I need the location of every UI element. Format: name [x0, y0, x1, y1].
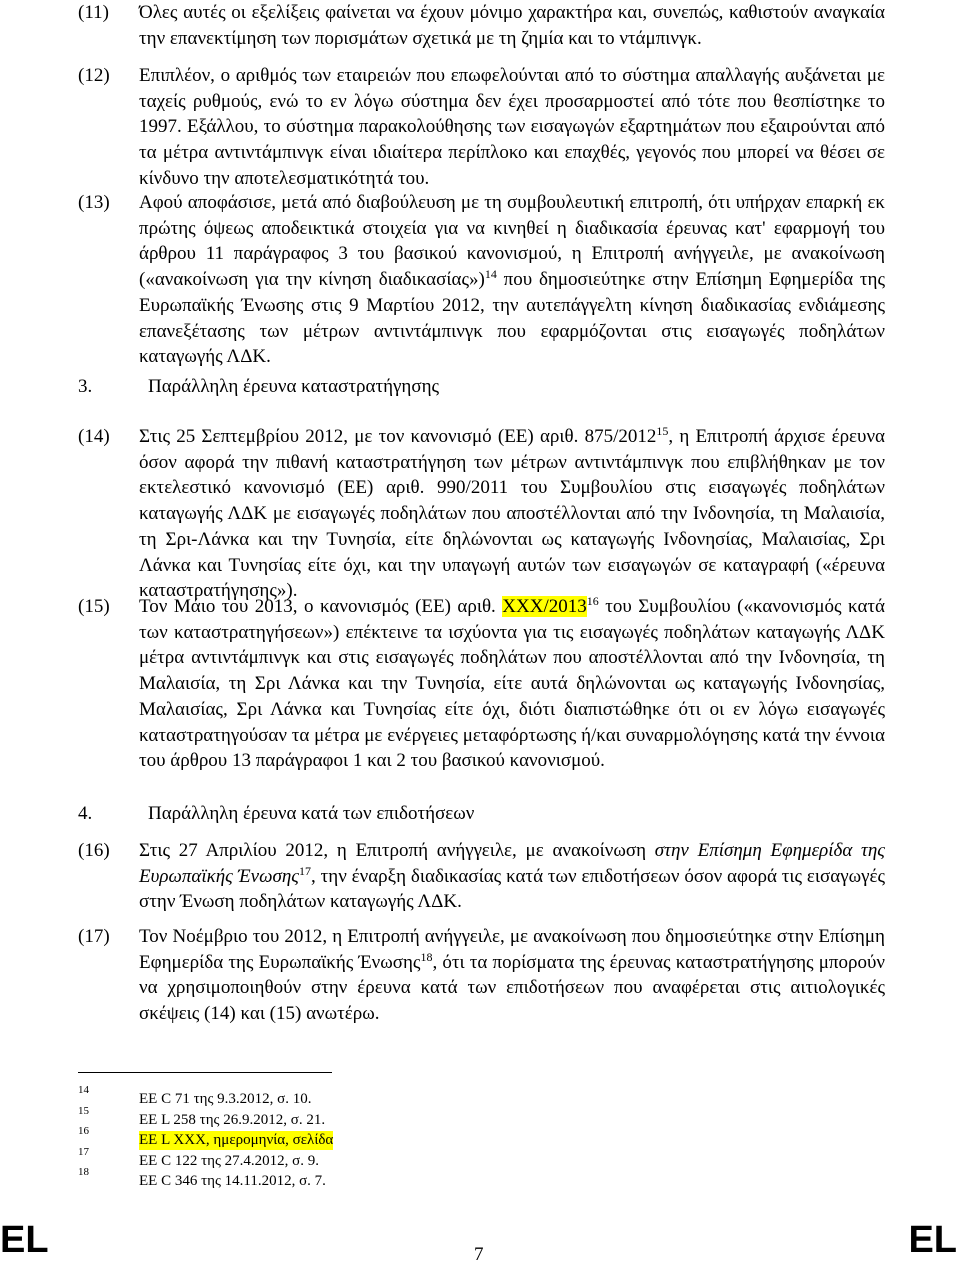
paragraph-text-part: Στις 27 Απριλίου 2012, η Επιτροπή ανήγγειλε, με ανακοίνωση — [139, 840, 655, 861]
section-title: Παράλληλη έρευνα καταστρατήγησης — [148, 376, 440, 397]
footnote-number: 14 — [78, 1084, 89, 1096]
language-code-left: EL — [0, 1219, 49, 1261]
footnote-reference[interactable]: 18 — [420, 949, 433, 964]
footnote-number: 15 — [78, 1105, 89, 1117]
footnote-text: ΕΕ C 122 της 27.4.2012, σ. 9. — [139, 1153, 319, 1169]
highlighted-placeholder: XXX/2013 — [502, 596, 587, 617]
paragraph-text-part: Τον Νοέμβριο του 2012, η Επιτροπή ανήγγειλε, με ανακοίνωση που δημοσιεύτηκε στην Επίσημη Εφημερίδα της Ευρωπαϊκής Ένωσης — [139, 926, 885, 973]
footnote-text: ΕΕ C 346 της 14.11.2012, σ. 7. — [139, 1173, 326, 1189]
footnote-reference[interactable]: 17 — [299, 863, 312, 878]
paragraph-number: (16) — [78, 840, 110, 861]
paragraph-number: (11) — [78, 2, 109, 23]
paragraph-text-part: που δημοσιεύτηκε στην Επίσημη Εφημερίδα της Ευρωπαϊκής Ένωσης στις 9 Μαρτίου 2012, την αυτεπάγγελτη κίνηση διαδικασίας ενδιάμεσης επανεξέτασης των μέτρων αντιντάμπινγκ που εφαρμόζονται στις εισαγωγές ποδηλάτων καταγωγής ΛΔΚ. — [139, 269, 885, 368]
footnote-15 — [0, 1105, 960, 1133]
paragraph-number: (14) — [78, 426, 110, 447]
footnote-number: 16 — [78, 1125, 89, 1137]
footnote-separator — [78, 1072, 332, 1073]
paragraph-number: (12) — [78, 65, 110, 86]
language-code-right: EL — [908, 1219, 957, 1261]
footnote-reference[interactable]: 15 — [656, 424, 669, 438]
journal-title: στην Επίσημη Εφημερίδα της Ευρωπαϊκής Ένωσης — [139, 840, 885, 887]
paragraph-text-part: , η Επιτροπή άρχισε έρευνα όσον αφορά την πιθανή καταστρατήγηση των μέτρων αντιντάμπινγκ που επιβλήθηκαν με τον εκτελεστικό κανονισμό (ΕΕ) αριθ. 990/2011 του Συμβουλίου στις εισαγωγές ποδηλάτων καταγωγής ΛΔΚ με εισαγωγές ποδηλάτων που αποστέλλονται από την Ινδονησία, τη Μαλαισία, τη Σρι-Λάνκα και την Τυνησία, είτε δηλώνονται ως καταγωγής Ινδονησίας, Μαλαισίας, Σρι Λάνκα και Τυνησίας είτε όχι, και την υπαγωγή αυτών των εισαγωγών σε καταγραφή («έρευνα καταστρατήγησης»). — [139, 426, 885, 602]
footnote-18 — [0, 1166, 960, 1194]
section-heading-4 — [78, 801, 474, 826]
footnote-reference[interactable]: 14 — [484, 267, 497, 282]
paragraph-number: (13) — [78, 192, 110, 213]
paragraph-text — [139, 594, 885, 774]
section-number: 4. — [78, 803, 93, 824]
section-heading-3 — [78, 374, 439, 399]
paragraph-text-part: Αφού αποφάσισε, μετά από διαβούλευση με τη συμβουλευτική επιτροπή, ότι υπήρχαν επαρκή εκ πρώτης όψεως αποδεικτικά στοιχεία για να κινηθεί η διαδικασία έρευνας κατ' εφαρμογή του άρθρου 11 παράγραφος 3 του βασικού κανονισμού, η Επιτροπή ανήγγειλε, με ανακοίνωση («ανακοίνωση για την κίνηση διαδικασίας») — [139, 192, 885, 291]
page-number: 7 — [474, 1244, 484, 1265]
footnote-14 — [0, 1084, 960, 1112]
paragraph-number: (15) — [78, 596, 110, 617]
paragraph-text: Επιπλέον, ο αριθμός των εταιρειών που επωφελούνται από το σύστημα απαλλαγής αυξάνεται με ταχείς ρυθμούς, ενώ το εν λόγω σύστημα δεν έχει προσαρμοστεί από τότε που θεσπίστηκε το 1997. Εξάλλου, το σύστημα παρακολούθησης των εισαγωγών εξαρτημάτων που εξαιρούνται από τα μέτρα αντιντάμπινγκ είναι ιδιαίτερα περίπλοκο και επαχθές, γεγονός που μπορεί να θέσει σε κίνδυνο την αποτελεσματικότητά του. — [139, 65, 885, 189]
paragraph-text-part: , την έναρξη διαδικασίας κατά των επιδοτήσεων όσον αφορά τις εισαγωγές στην Ένωση ποδηλάτων καταγωγής ΛΔΚ. — [139, 865, 885, 913]
paragraph-text-part: του Συμβουλίου («κανονισμός κατά των καταστρατηγήσεων») επέκτεινε τα ισχύοντα για τις εισαγωγές ποδηλάτων καταγωγής ΛΔΚ μέτρα αντιντάμπινγκ και στις εισαγωγές ποδηλάτων που αποστέλλονται από την Ινδονησία, τη Μαλαισία, τη Σρι Λάνκα και την Τυνησία, είτε αυτά δηλώνονται ως καταγωγής Ινδονησίας, Μαλαισίας, Σρι Λάνκα και Τυνησίας είτε όχι, διότι διαπιστώθηκε ότι οι εν λόγω εισαγωγές καταστρατηγούσαν τα μέτρα με ενέργειες μεταφόρτωσης ή/και συναρμολόγησης κατά την έννοια του άρθρου 13 παράγραφοι 1 και 2 του βασικού κανονισμού. — [139, 596, 886, 772]
footnote-number: 17 — [78, 1146, 89, 1158]
section-number: 3. — [78, 376, 93, 397]
paragraph-text — [139, 424, 885, 604]
paragraph-text: Όλες αυτές οι εξελίξεις φαίνεται να έχουν μόνιμο χαρακτήρα και, συνεπώς, καθιστούν αναγκαία την επανεκτίμηση των πορισμάτων σχετικά με τη ζημία και το ντάμπινγκ. — [139, 2, 885, 49]
footnote-text: ΕΕ L XXX, ημερομηνία, σελίδα — [139, 1132, 334, 1148]
footnote-reference[interactable]: 16 — [586, 594, 599, 608]
footnote-16 — [0, 1125, 960, 1153]
paragraph-number: (17) — [78, 926, 110, 947]
paragraph-text — [139, 190, 885, 370]
paragraph-text — [139, 838, 885, 915]
paragraph-text-part: , ότι τα πορίσματα της έρευνας καταστρατήγησης μπορούν να χρησιμοποιηθούν στην έρευνα κατά των επιδοτήσεων που αναφέρεται στις αιτιολογικές σκέψεις (14) και (15) ανωτέρω. — [139, 951, 885, 1025]
paragraph-text-part: Στις 25 Σεπτεμβρίου 2012, με τον κανονισμό (ΕΕ) αριθ. 875/2012 — [139, 426, 657, 447]
section-title: Παράλληλη έρευνα κατά των επιδοτήσεων — [148, 803, 475, 824]
paragraph-text-part: Τον Μάιο του 2013, ο κανονισμός (ΕΕ) αριθ. — [139, 596, 503, 617]
footnote-number: 18 — [78, 1166, 89, 1178]
footnote-17 — [0, 1146, 960, 1174]
footnote-text: ΕΕ C 71 της 9.3.2012, σ. 10. — [139, 1091, 312, 1107]
paragraph-text — [139, 924, 885, 1027]
footnote-text: ΕΕ L 258 της 26.9.2012, σ. 21. — [139, 1112, 326, 1128]
